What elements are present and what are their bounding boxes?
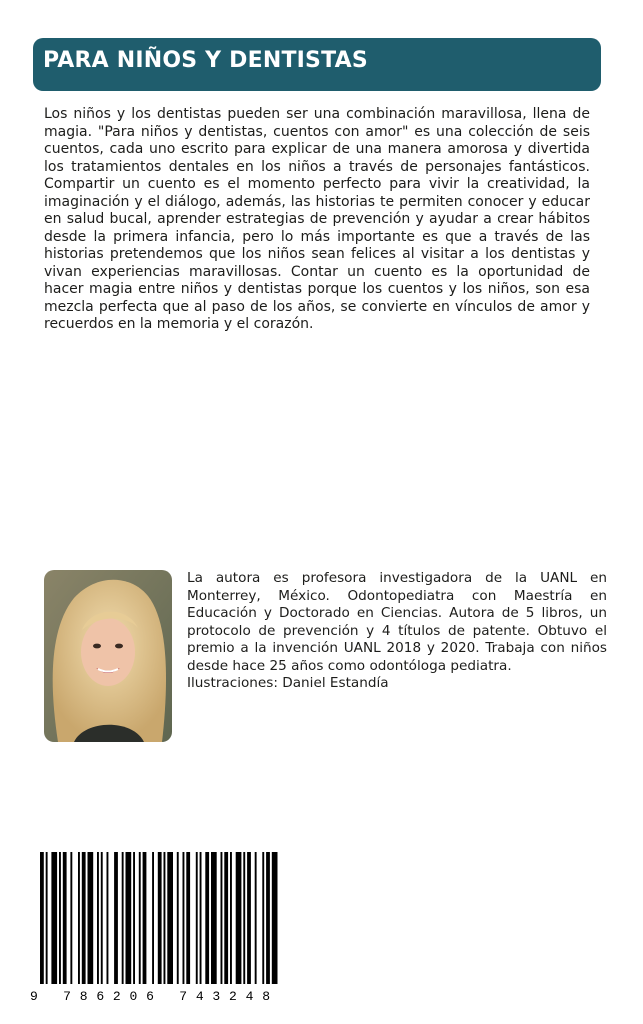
barcode-bar: [88, 852, 94, 984]
barcode-bar: [167, 852, 173, 984]
barcode-bar: [262, 852, 264, 984]
barcode-bar: [221, 852, 223, 984]
barcode-bar: [70, 852, 72, 984]
barcode-bar: [114, 852, 118, 984]
barcode-bar: [224, 852, 228, 984]
barcode-bar: [40, 852, 44, 984]
barcode-bar: [183, 852, 185, 984]
barcode-bar: [82, 852, 86, 984]
barcode-bar: [255, 852, 257, 984]
barcode-bar: [230, 852, 232, 984]
barcode-bar: [247, 852, 251, 984]
barcode-bar: [59, 852, 61, 984]
barcode-bar: [122, 852, 124, 984]
barcode-bar: [236, 852, 242, 984]
barcode-bar: [133, 852, 135, 984]
barcode-bar: [196, 852, 198, 984]
isbn-barcode: [28, 850, 280, 1006]
barcode-bar: [78, 852, 80, 984]
author-bio-text: La autora es profesora investigadora de la UANL en Monterrey, México. Odontopediatra con Maestría en Educación y Doctorado en Ciencias. Autora de 5 libros, un protocolo de prevención y 4 títulos de patente. Obtuvo el premio a la invención UANL 2018 y 2020. Trabaja con niños desde hace 25 años como odontóloga pediatra.: [187, 570, 607, 674]
barcode-bar: [51, 852, 57, 984]
barcode-bar: [164, 852, 166, 984]
synopsis-paragraph: Los niños y los dentistas pueden ser una combinación maravillosa, llena de magia. "Para niños y dentistas, cuentos con amor" es una colección de seis cuentos, cada uno escrito para explicar de una manera amorosa y divertida los tratamientos dentales en los niños a través de personajes fantásticos. Compartir un cuento es el momento perfecto para vivir la creatividad, la imaginación y el diálogo, además, las historias te permiten conocer y educar en salud bucal, aprender estrategias de prevención y ayudar a crear hábitos desde la primera infancia, pero lo más importante es que a través de las historias pretendemos que los niños sean felices al visitar a los dentistas y vivan experiencias maravillosas. Contar un cuento es la oportunidad de hacer magia entre niños y dentistas porque los cuentos y los niños, son esa mezcla perfecta que al paso de los años, se convierte en vínculos de amor y recuerdos en la memoria y el corazón.: [44, 106, 590, 332]
barcode-bar: [46, 852, 48, 984]
barcode-bar: [205, 852, 209, 984]
title-banner: [33, 38, 601, 91]
barcode-bar: [126, 852, 132, 984]
barcode-bar: [272, 852, 278, 984]
barcode-bar: [139, 852, 141, 984]
book-title: PARA NIÑOS Y DENTISTAS: [43, 48, 368, 73]
illustrations-credit: Ilustraciones: Daniel Estandía: [187, 675, 389, 691]
author-bio: [187, 570, 607, 693]
barcode-bar: [101, 852, 103, 984]
barcode-bar: [158, 852, 162, 984]
barcode-bar: [211, 852, 217, 984]
barcode-bar: [243, 852, 245, 984]
barcode-bar: [143, 852, 147, 984]
barcode-bar: [97, 852, 99, 984]
barcode-bar: [186, 852, 190, 984]
barcode-bar: [266, 852, 270, 984]
barcode-bar: [177, 852, 179, 984]
barcode-bar: [200, 852, 202, 984]
barcode-bar: [152, 852, 154, 984]
author-photo: [44, 570, 172, 742]
barcode-bar: [107, 852, 109, 984]
isbn-digits: 9 786206 743248: [30, 989, 271, 1004]
barcode-bar: [63, 852, 67, 984]
